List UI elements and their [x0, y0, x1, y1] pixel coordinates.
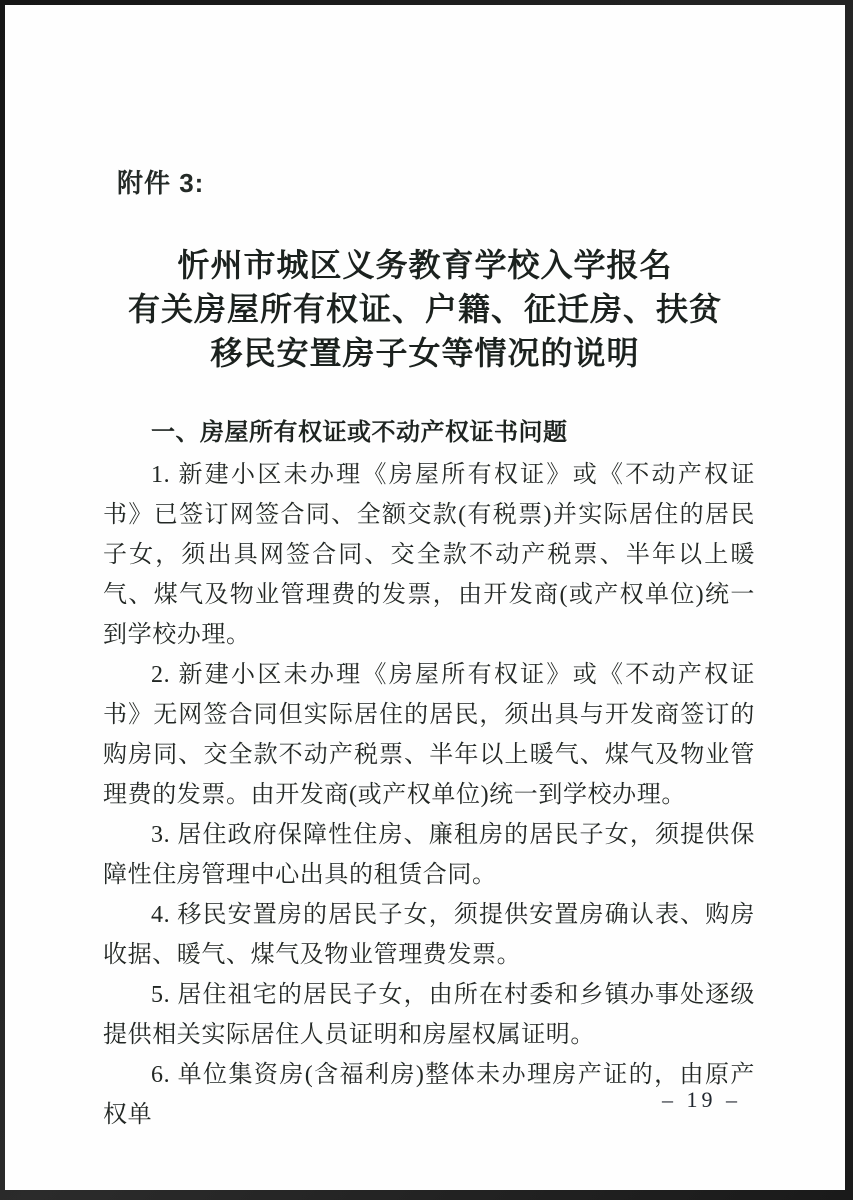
page-number: – 19 – [662, 1087, 741, 1112]
paragraph-5: 5. 居住祖宅的居民子女，由所在村委和乡镇办事处逐级提供相关实际居住人员证明和房屋权属证明。 [103, 982, 755, 1048]
document-page [5, 5, 845, 1190]
section-heading: 一、房屋所有权证或不动产权证书问题 [151, 419, 568, 446]
paragraph-4: 4. 移民安置房的居民子女，须提供安置房确认表、购房收据、暖气、煤气及物业管理费发票。 [103, 902, 755, 968]
document-title-line-3: 移民安置房子女等情况的说明 [210, 335, 640, 371]
paragraph-2: 2. 新建小区未办理《房屋所有权证》或《不动产权证书》无网签合同但实际居住的居民，须出具与开发商签订的购房同、交全款不动产税票、半年以上暖气、煤气及物业管理费的发票。由开发商(或产权单位)统一到学校办理。 [103, 662, 755, 808]
paragraph-3: 3. 居住政府保障性住房、廉租房的居民子女，须提供保障性住房管理中心出具的租赁合同。 [103, 822, 755, 888]
document-body [103, 413, 755, 1135]
paragraph-1: 1. 新建小区未办理《房屋所有权证》或《不动产权证书》已签订网签合同、全额交款(有税票)并实际居住的居民子女，须出具网签合同、交全款不动产税票、半年以上暖气、煤气及物业管理费的发票，由开发商(或产权单位)统一到学校办理。 [103, 462, 755, 648]
document-title [5, 243, 845, 375]
paragraph-6: 6. 单位集资房(含福利房)整体未办理房产证的，由原产权单 [103, 1062, 755, 1128]
document-title-line-1: 忻州市城区义务教育学校入学报名 [177, 247, 673, 283]
document-title-line-2: 有关房屋所有权证、户籍、征迁房、扶贫 [127, 291, 722, 327]
attachment-label: 附件 3: [117, 168, 205, 198]
